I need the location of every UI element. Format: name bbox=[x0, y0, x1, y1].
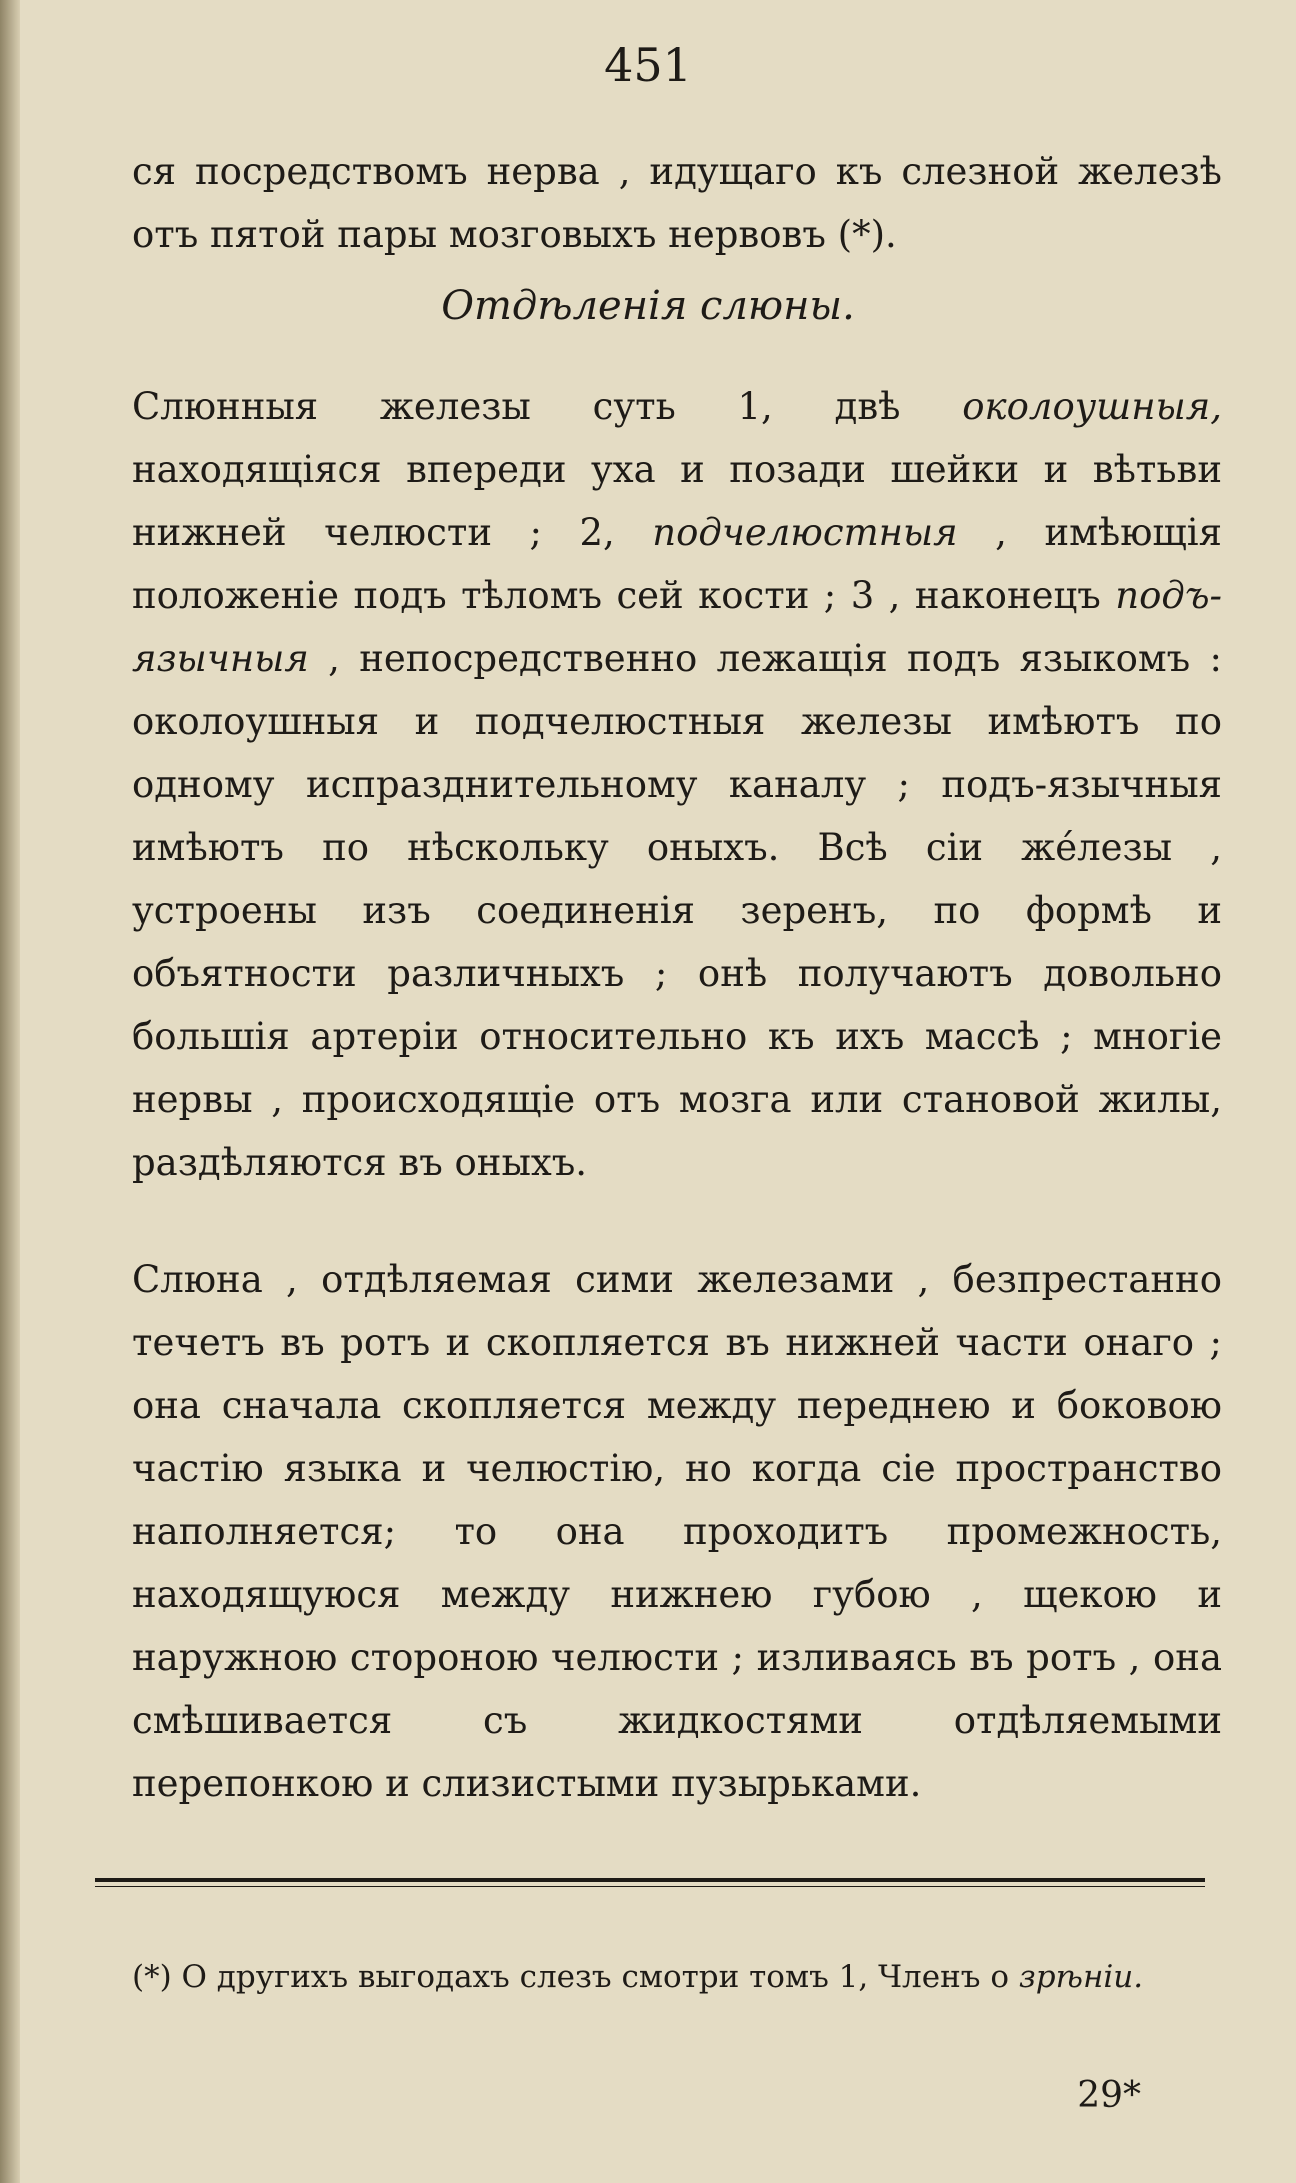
italic-term: околоушныя, bbox=[962, 385, 1222, 428]
paragraph-text: Слюна , отдѣляемая сими железами , безпрестанно течетъ въ ротъ и скопляется въ нижней части онаго ; она сначала скопляется между переднею и боковою частію языка и челюстію, но когда сіе пространство наполняется; то она проходитъ промежность, находящуюся между нижнею губою , щекою и наружною стороною челюсти ; изливаясь въ ротъ , она смѣшивается съ жидкостями отдѣляемыми перепонкою и слизистыми пузырьками. bbox=[132, 1258, 1222, 1805]
paragraph-text bbox=[132, 375, 1222, 1194]
footnote-rule-thin bbox=[95, 1886, 1205, 1887]
text-run: находящіяся впереди уха и позади шейки и вѣтьви нижней челюсти ; 2, bbox=[132, 448, 1222, 554]
paragraph-saliva bbox=[132, 1248, 1222, 1815]
page-number: 451 bbox=[604, 38, 692, 92]
footnote bbox=[132, 1950, 1222, 2005]
paragraph-text: ся посредствомъ нерва , идущаго къ слезной железѣ отъ пятой пары мозговыхъ нервовъ (*). bbox=[132, 150, 1222, 256]
footnote-rule bbox=[95, 1878, 1205, 1882]
footnote-text: (*) О другихъ выгодахъ слезъ смотри томъ 1, Членъ о bbox=[132, 1959, 1019, 1995]
text-run: , непосредственно лежащія подъ языкомъ : околоушныя и подчелюстныя железы имѣютъ по одному испразднительному каналу ; подъ-язычныя имѣютъ по нѣскольку оныхъ. Всѣ сіи же́лезы , устроены изъ соединенія зеренъ, по формѣ и объятности различныхъ ; онѣ получаютъ довольно большія артеріи относительно къ ихъ массѣ ; многіе нервы , происходящіе отъ мозга или становой жилы, раздѣляются въ оныхъ. bbox=[132, 637, 1222, 1184]
text-run: Слюнныя железы суть 1, двѣ bbox=[132, 385, 963, 428]
paragraph-nerve bbox=[132, 140, 1222, 266]
italic-term: подчелюстныя bbox=[652, 511, 958, 554]
italic-term: подъ-язычныя bbox=[132, 574, 1222, 680]
section-heading: Отдѣленія слюны. bbox=[441, 283, 855, 329]
text-run: , имѣющія положеніе подъ тѣломъ сей кости ; 3 , наконецъ bbox=[132, 511, 1222, 617]
paragraph-salivary-glands bbox=[132, 375, 1222, 1194]
footnote-italic: зрѣніи. bbox=[1018, 1959, 1144, 1995]
signature-mark: 29* bbox=[1077, 2075, 1141, 2116]
